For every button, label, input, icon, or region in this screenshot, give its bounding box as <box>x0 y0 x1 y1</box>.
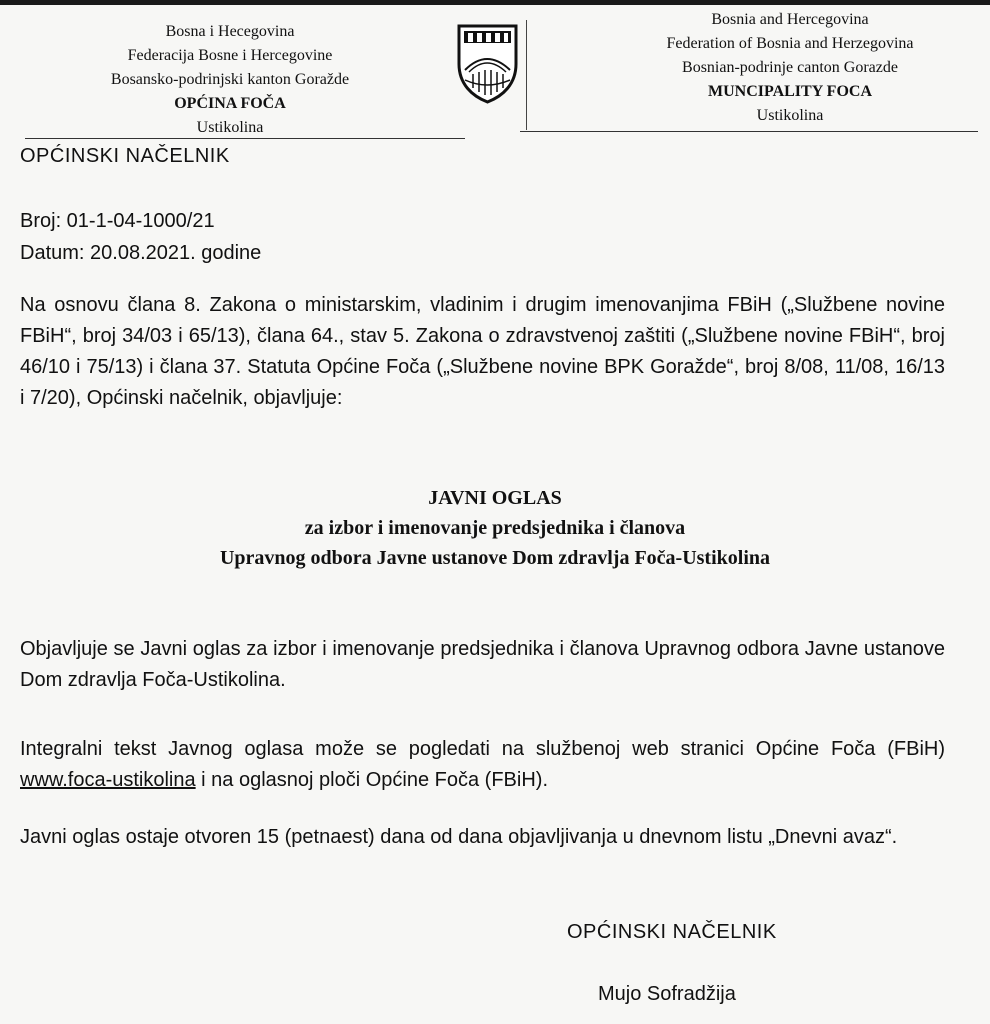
title-line-1: JAVNI OGLAS <box>428 487 562 509</box>
title-line-2: za izbor i imenovanje predsjednika i članova <box>304 517 686 539</box>
header-left-town: Ustikolina <box>196 119 264 136</box>
municipality-coat-of-arms-icon <box>455 22 520 104</box>
header-right-canton: Bosnian-podrinje canton Gorazde <box>682 59 898 76</box>
website-paragraph-text-before: Integralni tekst Javnog oglasa može se pogledati na službenoj web stranici Općine Foča (FBiH) <box>20 738 945 760</box>
reference-date: Datum: 20.08.2021. godine <box>20 242 262 264</box>
signature-name: Mujo Sofradžija <box>598 983 736 1005</box>
header-left-federation: Federacija Bosne i Hercegovine <box>127 47 333 64</box>
website-paragraph <box>20 734 945 796</box>
header-divider-left <box>25 138 465 139</box>
header-right-federation: Federation of Bosnia and Herzegovina <box>666 35 914 52</box>
reference-number: Broj: 01-1-04-1000/21 <box>20 210 215 232</box>
website-link[interactable]: www.foca-ustikolina <box>20 769 196 791</box>
header-right-town: Ustikolina <box>756 107 824 124</box>
header-left-municipality: OPĆINA FOČA <box>174 95 286 112</box>
header-vertical-divider <box>526 20 527 130</box>
intro-paragraph: Na osnovu člana 8. Zakona o ministarskim, vladinim i drugim imenovanjima FBiH („Službene novine FBiH“, broj 34/03 i 65/13), člana 64., stav 5. Zakona o zdravstvenoj zaštiti („Službene novine FBiH“, broj 46/10 i 75/13) i člana 37. Statuta Općine Foča („Službene novine BPK Goražde“, broj 8/08, 11/08, 16/13 i 7/20), Općinski načelnik, objavljuje: <box>20 294 945 409</box>
top-border-line <box>0 0 990 5</box>
announcement-paragraph: Objavljuje se Javni oglas za izbor i imenovanje predsjednika i članova Upravnog odbora Javne ustanove Dom zdravlja Foča-Ustikolina. <box>20 638 945 691</box>
header-divider-right <box>520 131 978 132</box>
header-right-municipality: MUNCIPALITY FOCA <box>708 83 872 100</box>
reference-block <box>20 205 945 269</box>
signature-title: OPĆINSKI NAČELNIK <box>567 921 777 943</box>
document-title <box>40 483 950 573</box>
header-left-country: Bosna i Hecegovina <box>165 23 295 40</box>
header-left-block <box>40 20 420 140</box>
header-left-canton: Bosansko-podrinjski kanton Goražde <box>110 71 350 88</box>
header-right-country: Bosnia and Hercegovina <box>711 11 869 28</box>
duration-paragraph: Javni oglas ostaje otvoren 15 (petnaest) dana od dana objavljivanja u dnevnom listu „Dnevni avaz“. <box>20 826 898 848</box>
title-line-3: Upravnog odbora Javne ustanove Dom zdravlja Foča-Ustikolina <box>219 547 770 569</box>
office-heading: OPĆINSKI NAČELNIK <box>20 145 230 167</box>
header-right-block <box>600 8 980 128</box>
website-paragraph-text-after: i na oglasnoj ploči Općine Foča (FBiH). <box>195 769 548 791</box>
